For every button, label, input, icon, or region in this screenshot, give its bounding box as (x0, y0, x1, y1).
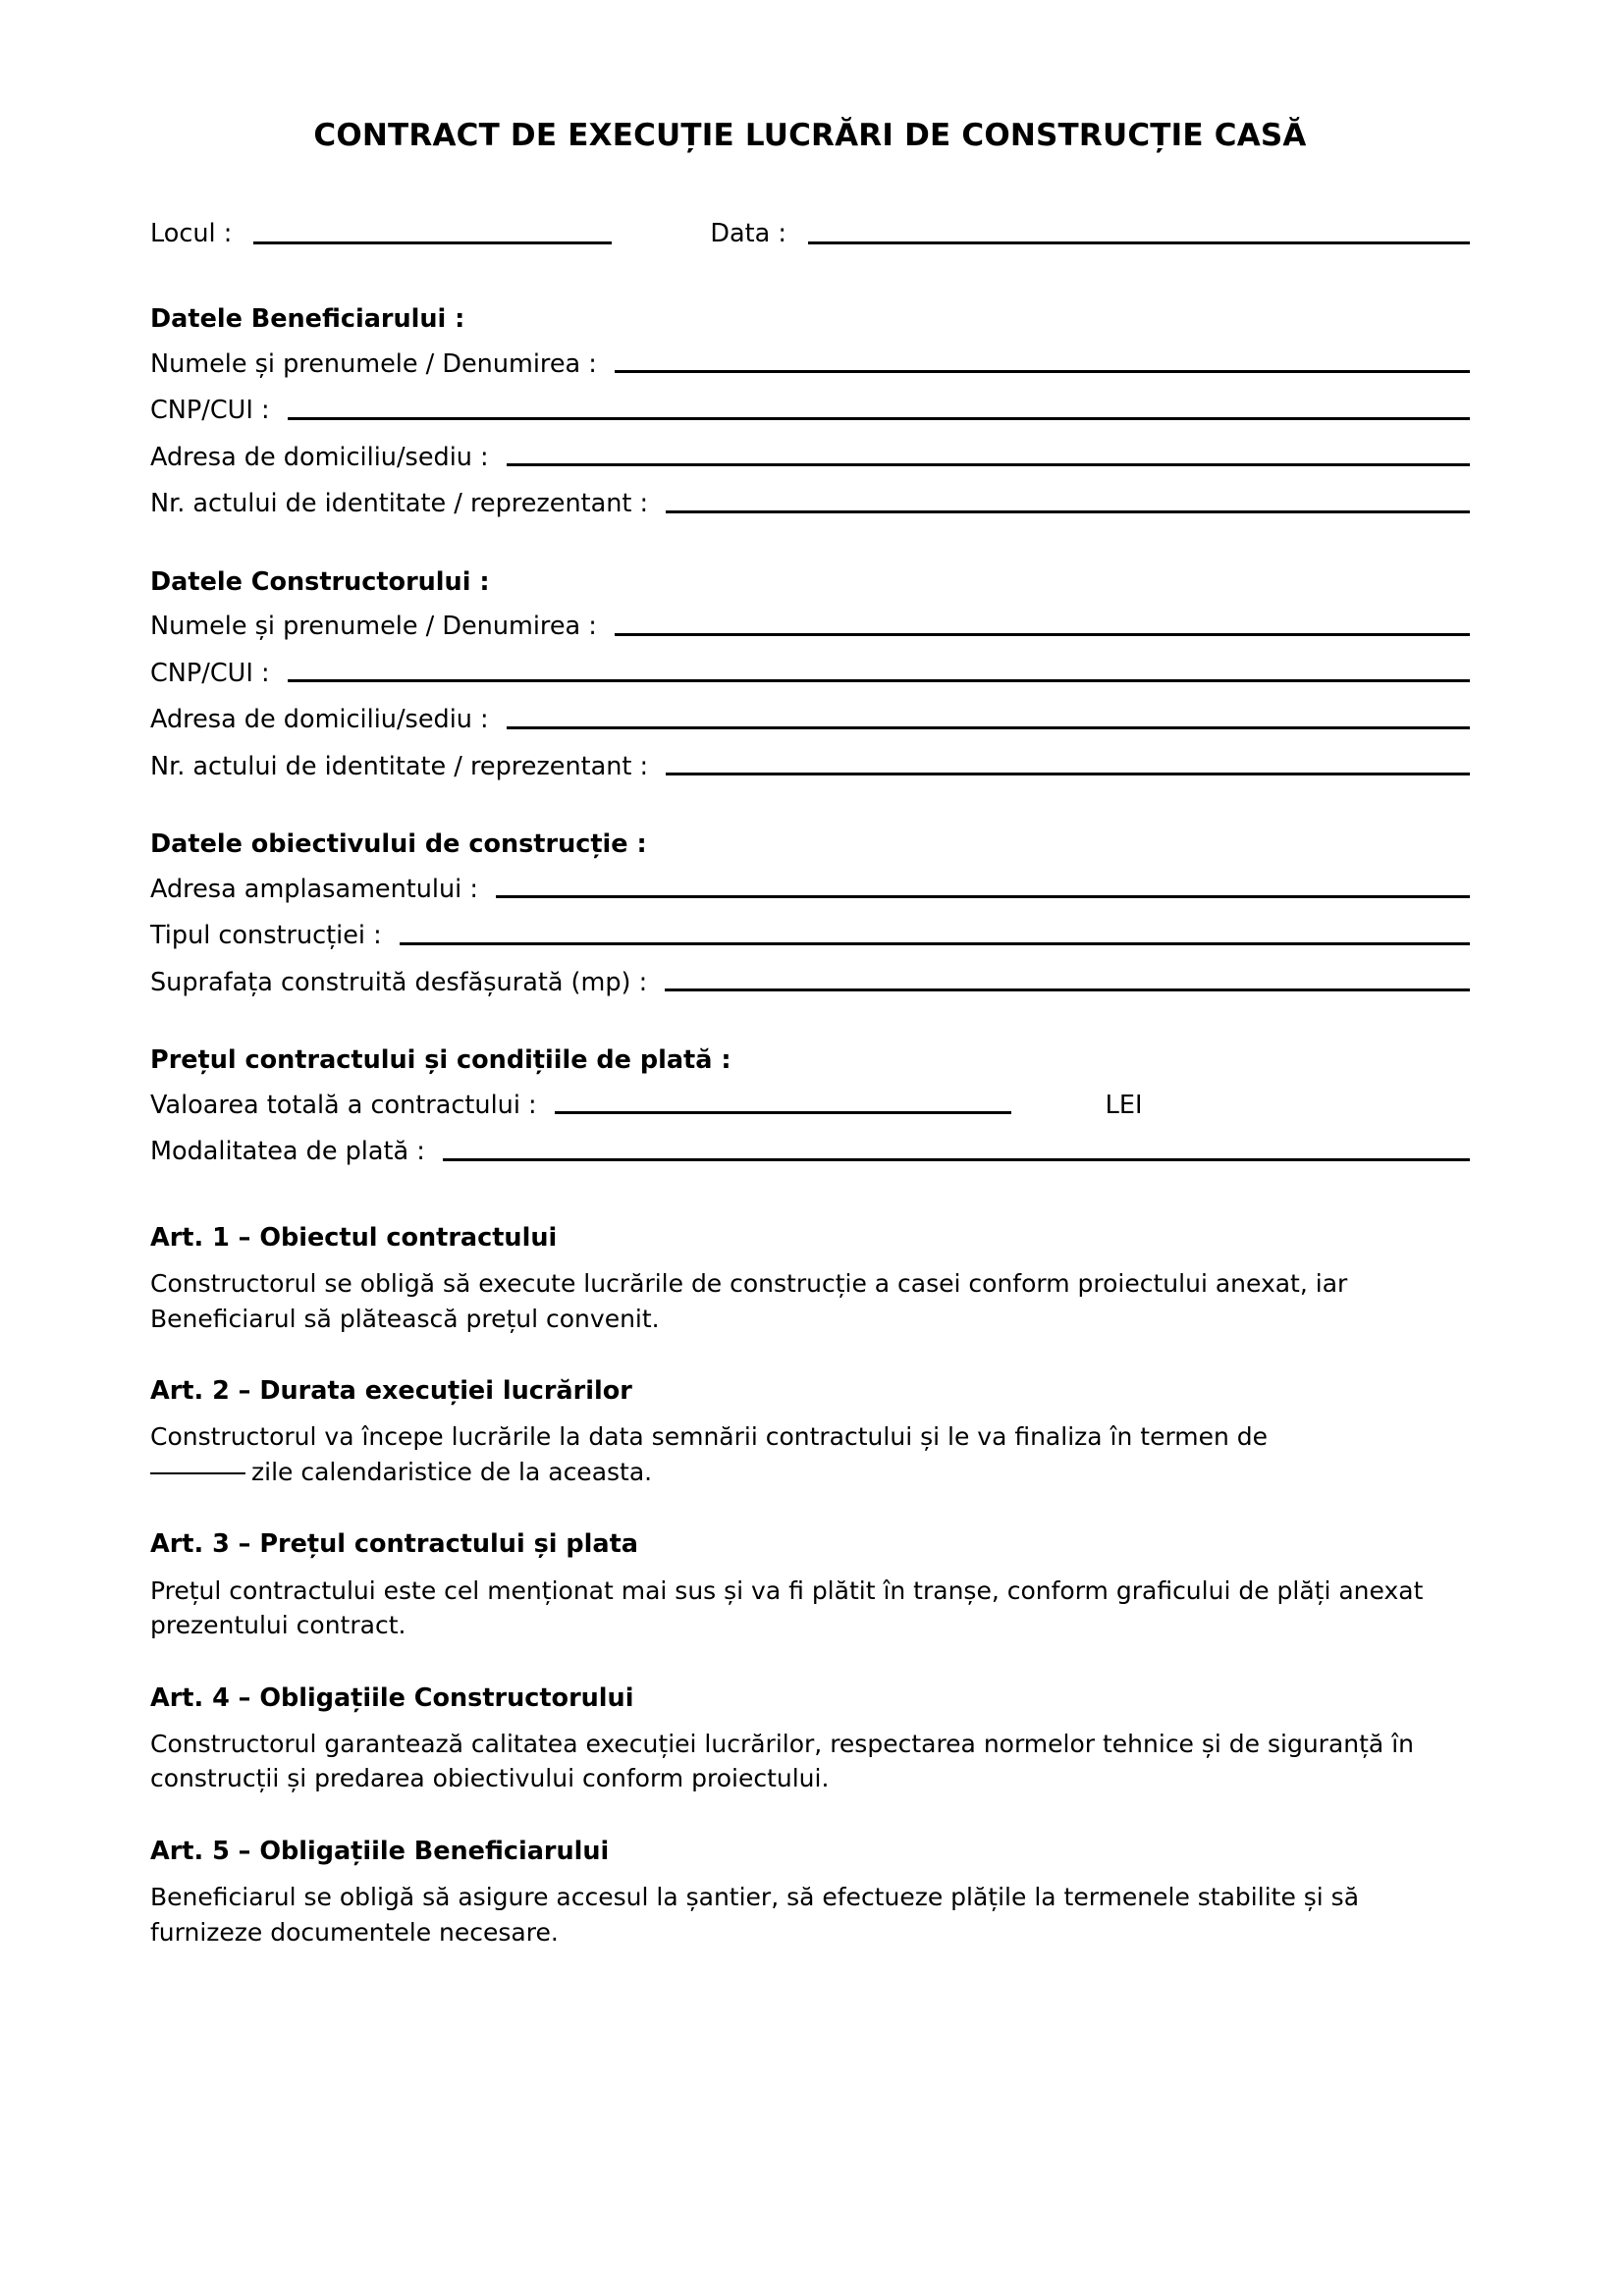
article-3-heading: Art. 3 – Prețul contractului și plata (150, 1529, 638, 1560)
article-1 (150, 1224, 1470, 1336)
beneficiary-heading: Datele Beneficiarului : (150, 304, 465, 335)
constructor-id-label: Nr. actului de identitate / reprezentant : (150, 751, 649, 781)
article-1-body: Constructorul se obligă să execute lucrările de construcție a casei conform proiectului anexat, iar Beneficiarul să plătească prețul convenit. (150, 1269, 1348, 1333)
article-2 (150, 1377, 1470, 1489)
total-value-row (150, 1090, 1470, 1121)
beneficiary-address-row (150, 442, 1470, 473)
constructor-name-label: Numele și prenumele / Denumirea : (150, 612, 597, 642)
article-4-body: Constructorul garantează calitatea execuției lucrărilor, respectarea normelor tehnice și de siguranță în construcții și predarea obiectivului conform proiectului. (150, 1729, 1414, 1793)
beneficiary-address-label: Adresa de domiciliu/sediu : (150, 442, 489, 472)
constructor-cnp-input-line[interactable] (288, 679, 1470, 682)
payment-method-row (150, 1137, 1470, 1167)
article-2-body-before: Constructorul va începe lucrările la data semnării contractului și le va finaliza în termen de (150, 1422, 1269, 1452)
beneficiary-name-input-line[interactable] (615, 370, 1470, 373)
article-2-body (150, 1419, 1470, 1489)
article-4 (150, 1684, 1470, 1796)
spacer (150, 379, 1470, 399)
article-5-body: Beneficiarul se obligă să asigure accesul la șantier, să efectueze plățile la termenele stabilite și să furnizeze documentele necesare. (150, 1883, 1360, 1947)
beneficiary-cnp-label: CNP/CUI : (150, 396, 270, 426)
beneficiary-address-input-line[interactable] (507, 463, 1470, 466)
spacer (150, 250, 1470, 307)
article-4-heading: Art. 4 – Obligațiile Constructorului (150, 1682, 634, 1713)
article-5-heading: Art. 5 – Obligațiile Beneficiarului (150, 1836, 610, 1866)
objective-area-input-line[interactable] (665, 988, 1470, 991)
beneficiary-name-label: Numele și prenumele / Denumirea : (150, 348, 597, 379)
objective-heading: Datele obiectivului de construcție : (150, 829, 647, 860)
place-input-line[interactable] (253, 241, 612, 244)
constructor-address-input-line[interactable] (507, 726, 1470, 729)
spacer (150, 781, 1470, 832)
currency-label: LEI (1105, 1090, 1143, 1120)
constructor-heading: Datele Constructorului : (150, 566, 490, 597)
constructor-cnp-row (150, 658, 1470, 689)
beneficiary-cnp-input-line[interactable] (288, 417, 1470, 420)
spacer (150, 642, 1470, 662)
constructor-address-row (150, 705, 1470, 735)
constructor-address-label: Adresa de domiciliu/sediu : (150, 705, 489, 735)
place-date-row (150, 219, 1470, 250)
article-3 (150, 1530, 1470, 1642)
constructor-cnp-label: CNP/CUI : (150, 658, 270, 688)
objective-address-label: Adresa amplasamentului : (150, 874, 478, 904)
objective-area-row (150, 967, 1470, 998)
beneficiary-id-label: Nr. actului de identitate / reprezentant : (150, 489, 649, 519)
document-content (150, 0, 1470, 1991)
article-2-body-after: zile calendaristice de la aceasta. (251, 1457, 653, 1486)
constructor-name-row (150, 614, 1470, 642)
constructor-name-input-line[interactable] (615, 633, 1470, 636)
payment-method-input-line[interactable] (443, 1158, 1470, 1161)
article-3-body: Prețul contractului este cel menționat mai sus și va fi plătit în tranșe, conform graficului de plăți anexat prezentului contract. (150, 1575, 1424, 1640)
place-label: Locul : (150, 219, 233, 249)
objective-address-input-line[interactable] (496, 895, 1470, 898)
objective-area-label: Suprafața construită desfășurată (mp) : (150, 967, 648, 997)
spacer (150, 1167, 1470, 1224)
beneficiary-cnp-row (150, 396, 1470, 426)
spacer (150, 519, 1470, 570)
date-input-line[interactable] (808, 241, 1470, 244)
page-title: CONTRACT DE EXECUȚIE LUCRĂRI DE CONSTRUCȚIE CASĂ (313, 118, 1307, 153)
beneficiary-id-row (150, 489, 1470, 519)
article-5 (150, 1838, 1470, 1949)
objective-type-label: Tipul construcției : (150, 921, 382, 951)
objective-type-input-line[interactable] (400, 942, 1470, 945)
price-heading: Prețul contractului și condițiile de plată : (150, 1045, 731, 1076)
article-2-heading: Art. 2 – Durata execuției lucrărilor (150, 1376, 632, 1406)
beneficiary-name-row (150, 348, 1470, 380)
spacer (150, 997, 1470, 1048)
total-value-label: Valoarea totală a contractului : (150, 1090, 537, 1120)
date-label: Data : (710, 219, 786, 249)
constructor-id-row (150, 751, 1470, 782)
total-value-input-line[interactable] (555, 1111, 1011, 1114)
objective-type-row (150, 921, 1470, 951)
beneficiary-id-input-line[interactable] (666, 510, 1470, 513)
article-2-days-blank[interactable] (150, 1472, 245, 1474)
objective-address-row (150, 874, 1470, 905)
article-1-heading: Art. 1 – Obiectul contractului (150, 1222, 558, 1253)
constructor-id-input-line[interactable] (666, 773, 1470, 775)
payment-method-label: Modalitatea de plată : (150, 1137, 425, 1167)
